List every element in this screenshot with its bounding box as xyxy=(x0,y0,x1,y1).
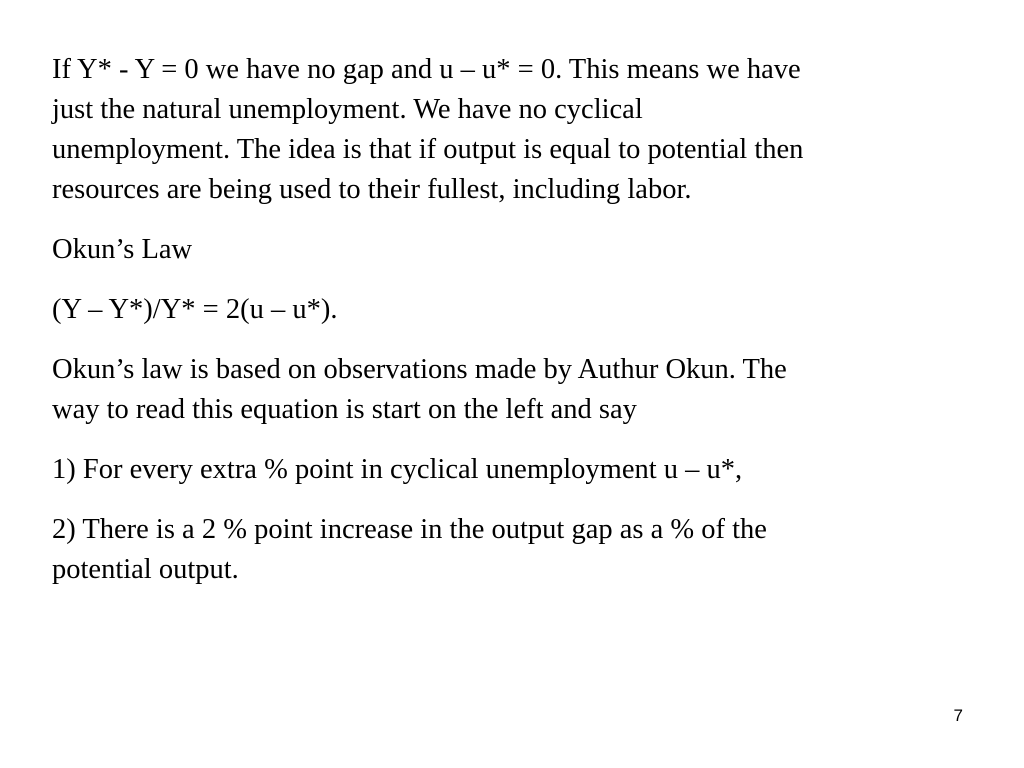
okuns-law-heading: Okun’s Law xyxy=(52,234,193,265)
list-item-2-line: potential output. xyxy=(52,554,239,585)
intro-line: unemployment. The idea is that if output is equal to potential then xyxy=(52,134,804,165)
intro-paragraph xyxy=(52,50,982,210)
slide-body xyxy=(52,50,982,610)
list-item-2 xyxy=(52,510,982,590)
intro-line: resources are being used to their fullest, including labor. xyxy=(52,174,692,205)
explanation-line: way to read this equation is start on the left and say xyxy=(52,394,637,425)
intro-line: just the natural unemployment. We have no cyclical xyxy=(52,94,643,125)
intro-line: If Y* - Y = 0 we have no gap and u – u* = 0. This means we have xyxy=(52,54,801,85)
explanation-paragraph xyxy=(52,350,982,430)
list-item-1: 1) For every extra % point in cyclical unemployment u – u*, xyxy=(52,454,743,485)
okuns-law-equation: (Y – Y*)/Y* = 2(u – u*). xyxy=(52,294,338,325)
page-number: 7 xyxy=(953,706,963,725)
list-item-2-line: 2) There is a 2 % point increase in the output gap as a % of the xyxy=(52,514,767,545)
explanation-line: Okun’s law is based on observations made by Authur Okun. The xyxy=(52,354,787,385)
